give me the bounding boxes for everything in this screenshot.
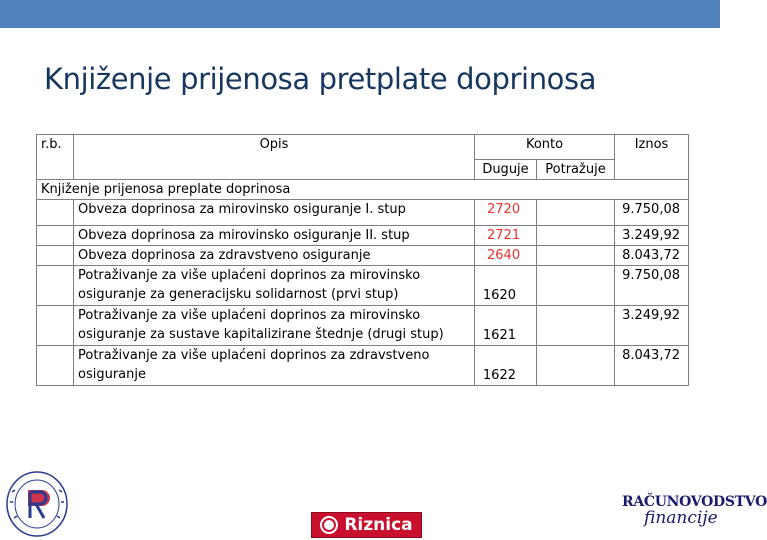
header-potrazuje: Potražuje: [537, 160, 615, 180]
ledger-table: [36, 134, 689, 386]
rb-cell: [37, 200, 74, 226]
iznos-cell: 9.750,08: [615, 200, 689, 226]
duguje-cell: 1621: [475, 306, 537, 346]
potrazuje-cell: [537, 226, 615, 246]
riznica-logo-text: Riznica: [344, 515, 413, 535]
riznica-seal-icon: [320, 516, 338, 534]
duguje-cell: 1622: [475, 346, 537, 386]
table-row: [37, 226, 689, 246]
racunovodstvo-logo-line2: financije: [644, 508, 718, 528]
seal-logo: [2, 462, 72, 540]
opis-cell: Obveza doprinosa za mirovinsko osiguranje I. stup: [74, 200, 475, 226]
iznos-cell: 8.043,72: [615, 346, 689, 386]
iznos-cell: 3.249,92: [615, 306, 689, 346]
riznica-logo: [311, 512, 422, 538]
table-row: [37, 306, 689, 346]
potrazuje-cell: [537, 346, 615, 386]
potrazuje-cell: [537, 266, 615, 306]
header-rb: r.b.: [37, 135, 74, 180]
rb-cell: [37, 346, 74, 386]
header-opis: Opis: [74, 135, 475, 180]
iznos-cell: 9.750,08: [615, 266, 689, 306]
table-row: [37, 346, 689, 386]
rb-cell: [37, 306, 74, 346]
potrazuje-cell: [537, 306, 615, 346]
header-iznos: Iznos: [615, 135, 689, 180]
header-konto: Konto: [475, 135, 615, 160]
iznos-cell: 8.043,72: [615, 246, 689, 266]
section-title: Knjiženje prijenosa preplate doprinosa: [37, 180, 689, 200]
duguje-cell: 2640: [475, 246, 537, 266]
duguje-cell: 2721: [475, 226, 537, 246]
duguje-cell: 2720: [475, 200, 537, 226]
header-duguje: Duguje: [475, 160, 537, 180]
opis-cell: Obveza doprinosa za zdravstveno osiguranje: [74, 246, 475, 266]
opis-cell: Obveza doprinosa za mirovinsko osiguranje II. stup: [74, 226, 475, 246]
potrazuje-cell: [537, 200, 615, 226]
rb-cell: [37, 246, 74, 266]
top-bar: [0, 0, 720, 28]
duguje-cell: 1620: [475, 266, 537, 306]
opis-cell: Potraživanje za više uplaćeni doprinos za mirovinsko osiguranje za sustave kapitalizirane štednje (drugi stup): [74, 306, 475, 346]
racunovodstvo-logo: [622, 494, 767, 538]
table-row: [37, 200, 689, 226]
slide-title: Knjiženje prijenosa pretplate doprinosa: [44, 62, 597, 96]
table-row: [37, 246, 689, 266]
rb-cell: [37, 266, 74, 306]
potrazuje-cell: [537, 246, 615, 266]
rb-cell: [37, 226, 74, 246]
opis-cell: Potraživanje za više uplaćeni doprinos za mirovinsko osiguranje za generacijsku solidarnost (prvi stup): [74, 266, 475, 306]
table-row: [37, 266, 689, 306]
racunovodstvo-logo-line1: RAČUNOVODSTVO: [622, 494, 767, 510]
opis-cell: Potraživanje za više uplaćeni doprinos za zdravstveno osiguranje: [74, 346, 475, 386]
iznos-cell: 3.249,92: [615, 226, 689, 246]
